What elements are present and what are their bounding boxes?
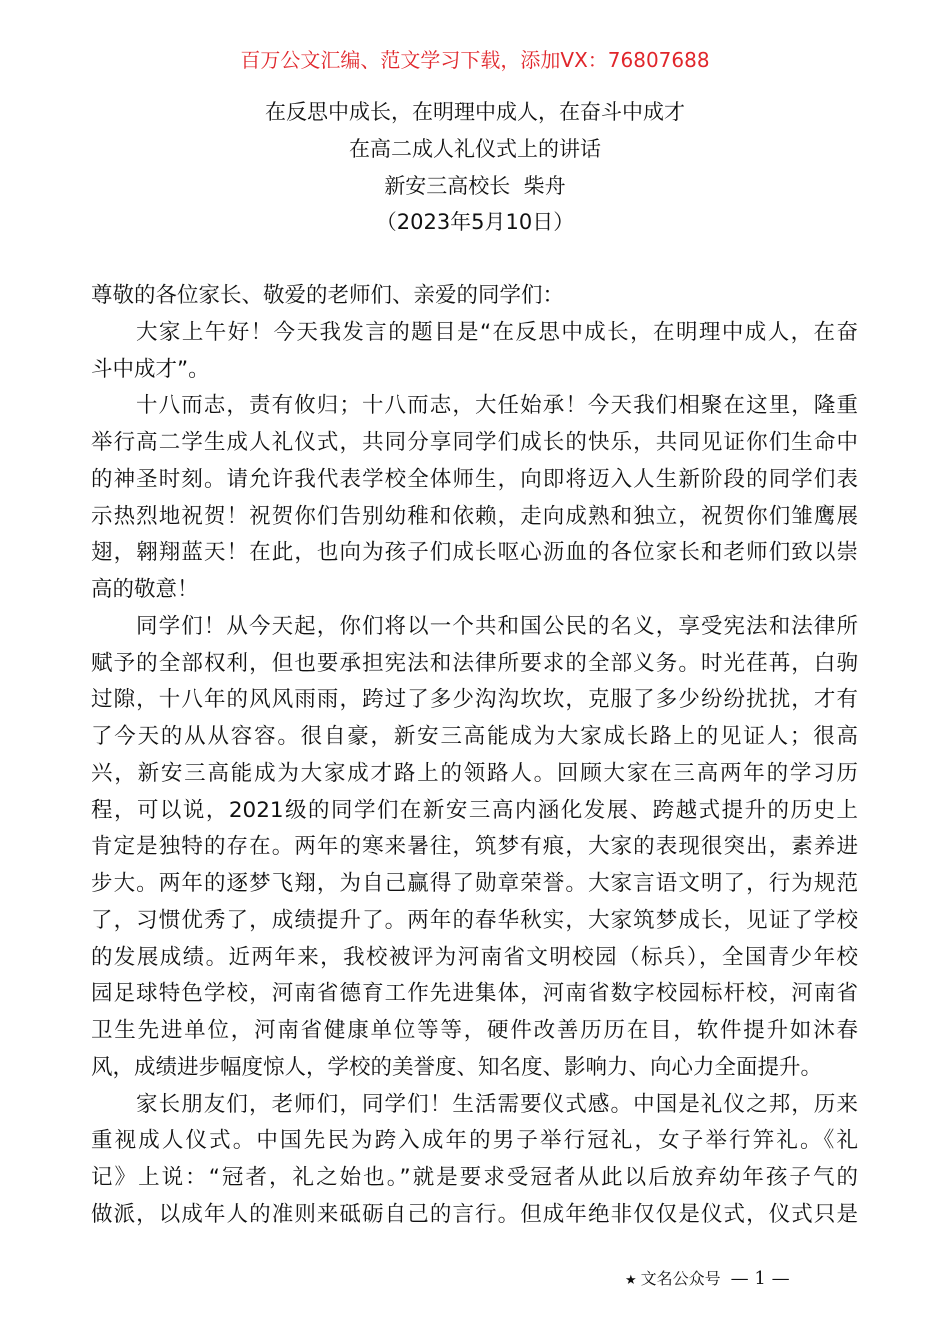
paragraph-line: 示热烈地祝贺！祝贺你们告别幼稚和依赖，走向成熟和独立，祝贺你们雏鹰展 [91, 503, 858, 529]
salutation: 尊敬的各位家长、敬爱的老师们、亲爱的同学们： [91, 283, 565, 308]
paragraph [91, 1087, 858, 1234]
document-title: 在反思中成长，在明理中成人，在奋斗中成才 [265, 100, 685, 124]
paragraph-line: 同学们！从今天起，你们将以一个共和国公民的名义，享受宪法和法律所 [136, 613, 858, 639]
paragraph-line: 大家上午好！今天我发言的题目是“在反思中成长，在明理中成人，在奋 [136, 319, 858, 345]
paragraph [91, 315, 858, 389]
document-author: 新安三高校长 柴舟 [384, 173, 566, 198]
page-footer [625, 1266, 790, 1294]
paragraph-line: 风，成绩进步幅度惊人，学校的美誉度、知名度、影响力、向心力全面提升。 [91, 1054, 823, 1080]
document-body [91, 278, 858, 1234]
paragraph-line: 的神圣时刻。请允许我代表学校全体师生，向即将迈入人生新阶段的同学们表 [91, 466, 858, 492]
paragraph-line: 举行高二学生成人礼仪式，共同分享同学们成长的快乐，共同见证你们生命中 [91, 430, 858, 455]
paragraph [91, 609, 858, 1087]
paragraph-line: 翅，翱翔蓝天！在此，也向为孩子们成长呕心沥血的各位家长和老师们致以崇 [91, 540, 858, 566]
paragraph-line: 十八而志，责有攸归；十八而志，大任始承！今天我们相聚在这里，隆重 [136, 393, 858, 419]
paragraph-line: 做派，以成年人的准则来砥砺自己的言行。但成年绝非仅仅是仪式，仪式只是 [91, 1201, 858, 1227]
paragraph-line: 卫生先进单位，河南省健康单位等等，硬件改善历历在目，软件提升如沐春 [91, 1018, 858, 1043]
paragraph-line: 兴，新安三高能成为大家成才路上的领路人。回顾大家在三高两年的学习历 [91, 760, 858, 786]
document-subtitle: 在高二成人礼仪式上的讲话 [349, 136, 601, 161]
paragraph-line: 高的敬意！ [91, 577, 199, 602]
page-number: — 1 — [730, 1268, 790, 1289]
paragraph-line: 记》上说：“冠者，礼之始也。”就是要求受冠者从此以后放弃幼年孩子气的 [91, 1165, 858, 1190]
paragraph-line: 程，可以说，2021级的同学们在新安三高内涵化发展、跨越式提升的历史上 [91, 797, 858, 823]
paragraph-line: 肯定是独特的存在。两年的寒来暑往，筑梦有痕，大家的表现很突出，素养进 [91, 834, 858, 860]
paragraph-line: 的发展成绩。近两年来，我校被评为河南省文明校园（标兵），全国青少年校 [91, 944, 858, 970]
title-block [0, 94, 950, 241]
paragraph-line: 过隙，十八年的风风雨雨，跨过了多少沟沟坎坎，克服了多少纷纷扰扰，才有 [91, 687, 858, 713]
paragraph-line: 重视成人仪式。中国先民为跨入成年的男子举行冠礼，女子举行笄礼。《礼 [91, 1128, 858, 1154]
paragraph-line: 了，习惯优秀了，成绩提升了。两年的春华秋实，大家筑梦成长，见证了学校 [91, 907, 858, 933]
paragraph [91, 388, 858, 609]
paragraph-line: 了今天的从从容容。很自豪，新安三高能成为大家成长路上的见证人；很高 [91, 724, 858, 749]
document-date: （2023年5月10日） [375, 210, 575, 235]
star-icon: ★ [625, 1273, 637, 1288]
paragraph-line: 家长朋友们，老师们，同学们！生活需要仪式感。中国是礼仪之邦，历来 [136, 1091, 858, 1117]
paragraph-line: 园足球特色学校，河南省德育工作先进集体，河南省数字校园标杆校，河南省 [91, 981, 858, 1007]
paragraph-line: 步大。两年的逐梦飞翔，为自己赢得了勋章荣誉。大家言语文明了，行为规范 [91, 871, 858, 896]
paragraph-line: 斗中成才”。 [91, 356, 210, 382]
paragraph-line: 赋予的全部权利，但也要承担宪法和法律所要求的全部义务。时光荏苒，白驹 [91, 650, 858, 676]
watermark-header: 百万公文汇编、范文学习下载，添加VX：76807688 [240, 48, 710, 72]
footer-source: 文名公众号 [640, 1269, 721, 1288]
